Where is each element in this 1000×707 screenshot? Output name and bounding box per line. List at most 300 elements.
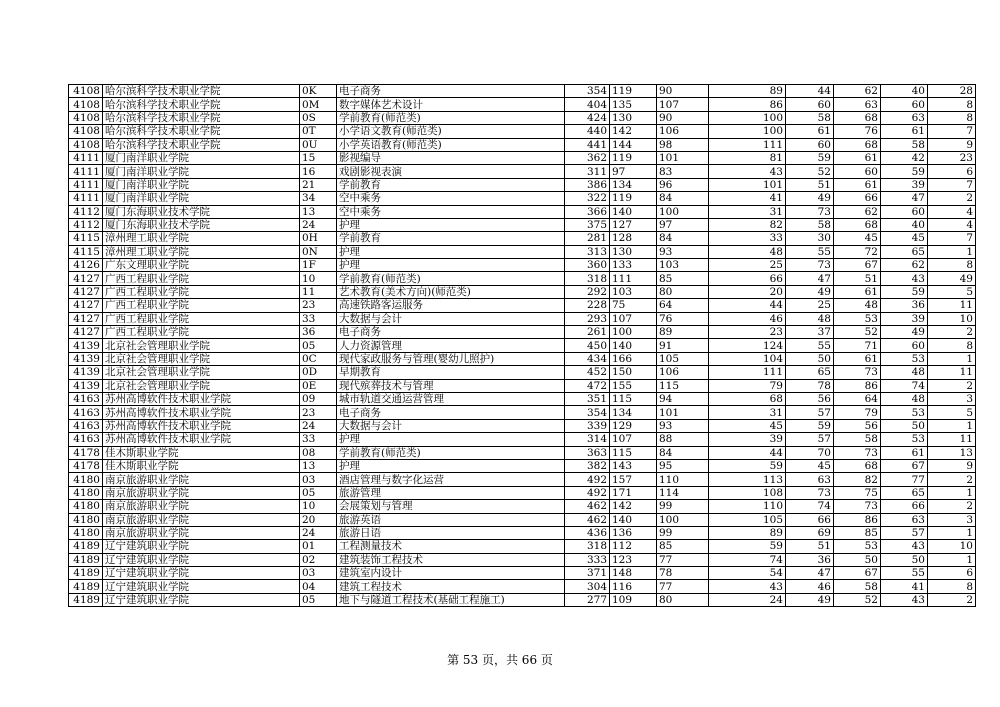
score-3-cell: 86 (709, 98, 786, 111)
score-6-cell: 61 (881, 446, 928, 459)
school-code-cell: 4115 (69, 245, 103, 258)
school-name-cell: 厦门南洋职业学院 (103, 178, 300, 191)
table-row (69, 178, 976, 191)
major-name-cell: 护理 (337, 259, 565, 272)
score-3-cell: 74 (709, 553, 786, 566)
school-code-cell: 4127 (69, 285, 103, 298)
major-code-cell: 13 (300, 459, 337, 472)
score-6-cell: 53 (881, 406, 928, 419)
score-5-cell: 61 (834, 178, 881, 191)
major-name-cell: 电子商务 (337, 406, 565, 419)
count-cell: 11 (928, 299, 976, 312)
school-code-cell: 4180 (69, 526, 103, 539)
score-4-cell: 66 (786, 513, 834, 526)
major-code-cell: 24 (300, 526, 337, 539)
score-1-cell: 171 (610, 486, 657, 499)
major-name-cell: 地下与隧道工程技术(基础工程施工) (337, 593, 565, 606)
school-code-cell: 4180 (69, 500, 103, 513)
table-row (69, 299, 976, 312)
score-1-cell: 157 (610, 473, 657, 486)
major-name-cell: 旅游日语 (337, 526, 565, 539)
score-3-cell: 105 (709, 513, 786, 526)
score-4-cell: 61 (786, 125, 834, 138)
count-cell: 2 (928, 326, 976, 339)
table-row (69, 138, 976, 151)
count-cell: 1 (928, 553, 976, 566)
major-code-cell: 0S (300, 111, 337, 124)
table-row (69, 459, 976, 472)
score-4-cell: 49 (786, 593, 834, 606)
score-5-cell: 75 (834, 486, 881, 499)
score-total-cell: 366 (565, 205, 610, 218)
school-code-cell: 4111 (69, 165, 103, 178)
score-5-cell: 68 (834, 138, 881, 151)
score-4-cell: 37 (786, 326, 834, 339)
score-3-cell: 44 (709, 446, 786, 459)
major-name-cell: 学前教育 (337, 232, 565, 245)
school-name-cell: 辽宁建筑职业学院 (103, 567, 300, 580)
school-name-cell: 厦门东海职业技术学院 (103, 218, 300, 231)
score-5-cell: 66 (834, 192, 881, 205)
school-name-cell: 辽宁建筑职业学院 (103, 553, 300, 566)
table-row (69, 366, 976, 379)
score-5-cell: 62 (834, 205, 881, 218)
score-2-cell: 78 (657, 567, 709, 580)
school-code-cell: 4178 (69, 446, 103, 459)
score-1-cell: 100 (610, 326, 657, 339)
score-5-cell: 85 (834, 526, 881, 539)
score-total-cell: 363 (565, 446, 610, 459)
score-4-cell: 51 (786, 540, 834, 553)
major-code-cell: 36 (300, 326, 337, 339)
score-6-cell: 48 (881, 392, 928, 405)
score-1-cell: 119 (610, 192, 657, 205)
school-code-cell: 4115 (69, 232, 103, 245)
score-total-cell: 386 (565, 178, 610, 191)
school-code-cell: 4163 (69, 419, 103, 432)
score-4-cell: 73 (786, 205, 834, 218)
major-code-cell: 10 (300, 272, 337, 285)
score-6-cell: 65 (881, 245, 928, 258)
score-3-cell: 43 (709, 165, 786, 178)
major-name-cell: 护理 (337, 245, 565, 258)
school-name-cell: 哈尔滨科学技术职业学院 (103, 138, 300, 151)
score-6-cell: 63 (881, 513, 928, 526)
score-6-cell: 59 (881, 285, 928, 298)
major-name-cell: 会展策划与管理 (337, 500, 565, 513)
score-3-cell: 104 (709, 352, 786, 365)
count-cell: 2 (928, 379, 976, 392)
school-name-cell: 苏州高博软件技术职业学院 (103, 419, 300, 432)
score-3-cell: 31 (709, 406, 786, 419)
score-6-cell: 39 (881, 312, 928, 325)
major-name-cell: 数字媒体艺术设计 (337, 98, 565, 111)
school-name-cell: 广西工程职业学院 (103, 299, 300, 312)
major-name-cell: 早期教育 (337, 366, 565, 379)
school-code-cell: 4108 (69, 138, 103, 151)
score-2-cell: 83 (657, 165, 709, 178)
score-table-wrapper (68, 84, 973, 607)
score-4-cell: 65 (786, 366, 834, 379)
table-row (69, 272, 976, 285)
score-3-cell: 44 (709, 299, 786, 312)
major-code-cell: 09 (300, 392, 337, 405)
major-name-cell: 艺术教育(美术方向)(师范类) (337, 285, 565, 298)
table-row (69, 379, 976, 392)
table-row (69, 165, 976, 178)
table-row (69, 85, 976, 98)
major-name-cell: 大数据与会计 (337, 312, 565, 325)
score-4-cell: 69 (786, 526, 834, 539)
score-6-cell: 59 (881, 165, 928, 178)
score-6-cell: 41 (881, 580, 928, 593)
school-name-cell: 广西工程职业学院 (103, 326, 300, 339)
major-name-cell: 空中乘务 (337, 205, 565, 218)
score-2-cell: 94 (657, 392, 709, 405)
major-code-cell: 0T (300, 125, 337, 138)
major-code-cell: 0E (300, 379, 337, 392)
score-5-cell: 52 (834, 593, 881, 606)
score-4-cell: 70 (786, 446, 834, 459)
score-5-cell: 71 (834, 339, 881, 352)
school-name-cell: 厦门南洋职业学院 (103, 151, 300, 164)
score-4-cell: 46 (786, 580, 834, 593)
school-name-cell: 南京旅游职业学院 (103, 526, 300, 539)
table-row (69, 406, 976, 419)
major-code-cell: 24 (300, 419, 337, 432)
count-cell: 3 (928, 513, 976, 526)
score-total-cell: 492 (565, 486, 610, 499)
school-name-cell: 苏州高博软件技术职业学院 (103, 433, 300, 446)
score-3-cell: 100 (709, 125, 786, 138)
score-6-cell: 67 (881, 459, 928, 472)
count-cell: 13 (928, 446, 976, 459)
score-6-cell: 43 (881, 272, 928, 285)
score-5-cell: 67 (834, 567, 881, 580)
score-1-cell: 155 (610, 379, 657, 392)
school-code-cell: 4189 (69, 580, 103, 593)
score-4-cell: 49 (786, 192, 834, 205)
score-4-cell: 60 (786, 98, 834, 111)
score-1-cell: 143 (610, 459, 657, 472)
score-1-cell: 142 (610, 500, 657, 513)
school-code-cell: 4112 (69, 205, 103, 218)
major-name-cell: 建筑工程技术 (337, 580, 565, 593)
score-4-cell: 78 (786, 379, 834, 392)
score-total-cell: 472 (565, 379, 610, 392)
count-cell: 3 (928, 392, 976, 405)
major-code-cell: 05 (300, 486, 337, 499)
count-cell: 49 (928, 272, 976, 285)
major-code-cell: 16 (300, 165, 337, 178)
page-footer: 第 53 页，共 66 页 (447, 653, 553, 667)
score-3-cell: 25 (709, 259, 786, 272)
school-code-cell: 4189 (69, 593, 103, 606)
score-1-cell: 75 (610, 299, 657, 312)
score-2-cell: 106 (657, 366, 709, 379)
school-name-cell: 北京社会管理职业学院 (103, 366, 300, 379)
school-code-cell: 4163 (69, 406, 103, 419)
score-2-cell: 115 (657, 379, 709, 392)
school-code-cell: 4108 (69, 85, 103, 98)
school-name-cell: 佳木斯职业学院 (103, 446, 300, 459)
table-row (69, 526, 976, 539)
score-5-cell: 86 (834, 513, 881, 526)
major-code-cell: 0H (300, 232, 337, 245)
score-4-cell: 58 (786, 111, 834, 124)
table-row (69, 553, 976, 566)
score-1-cell: 144 (610, 138, 657, 151)
major-name-cell: 影视编导 (337, 151, 565, 164)
count-cell: 5 (928, 406, 976, 419)
score-5-cell: 58 (834, 580, 881, 593)
score-3-cell: 100 (709, 111, 786, 124)
score-2-cell: 84 (657, 446, 709, 459)
score-5-cell: 73 (834, 366, 881, 379)
score-6-cell: 60 (881, 205, 928, 218)
score-total-cell: 492 (565, 473, 610, 486)
score-1-cell: 130 (610, 111, 657, 124)
score-3-cell: 46 (709, 312, 786, 325)
score-1-cell: 134 (610, 406, 657, 419)
score-4-cell: 55 (786, 245, 834, 258)
score-2-cell: 103 (657, 259, 709, 272)
score-4-cell: 60 (786, 138, 834, 151)
table-row (69, 205, 976, 218)
table-row (69, 125, 976, 138)
score-total-cell: 375 (565, 218, 610, 231)
score-2-cell: 88 (657, 433, 709, 446)
table-row (69, 192, 976, 205)
score-2-cell: 99 (657, 526, 709, 539)
major-code-cell: 04 (300, 580, 337, 593)
score-4-cell: 74 (786, 500, 834, 513)
score-6-cell: 57 (881, 526, 928, 539)
score-2-cell: 89 (657, 326, 709, 339)
score-2-cell: 64 (657, 299, 709, 312)
score-total-cell: 313 (565, 245, 610, 258)
score-6-cell: 74 (881, 379, 928, 392)
school-name-cell: 厦门南洋职业学院 (103, 192, 300, 205)
school-name-cell: 漳州理工职业学院 (103, 232, 300, 245)
school-code-cell: 4127 (69, 299, 103, 312)
count-cell: 4 (928, 205, 976, 218)
table-row (69, 540, 976, 553)
table-row (69, 339, 976, 352)
major-code-cell: 33 (300, 433, 337, 446)
score-1-cell: 129 (610, 419, 657, 432)
count-cell: 8 (928, 111, 976, 124)
score-3-cell: 31 (709, 205, 786, 218)
major-name-cell: 护理 (337, 218, 565, 231)
school-code-cell: 4180 (69, 486, 103, 499)
score-2-cell: 80 (657, 285, 709, 298)
major-code-cell: 0C (300, 352, 337, 365)
score-2-cell: 97 (657, 218, 709, 231)
school-name-cell: 广西工程职业学院 (103, 285, 300, 298)
table-row (69, 500, 976, 513)
score-6-cell: 48 (881, 366, 928, 379)
major-code-cell: 33 (300, 312, 337, 325)
count-cell: 28 (928, 85, 976, 98)
school-name-cell: 南京旅游职业学院 (103, 473, 300, 486)
major-name-cell: 旅游英语 (337, 513, 565, 526)
school-name-cell: 北京社会管理职业学院 (103, 379, 300, 392)
score-6-cell: 55 (881, 567, 928, 580)
table-row (69, 567, 976, 580)
score-6-cell: 53 (881, 433, 928, 446)
count-cell: 7 (928, 232, 976, 245)
score-1-cell: 97 (610, 165, 657, 178)
score-4-cell: 58 (786, 218, 834, 231)
score-total-cell: 293 (565, 312, 610, 325)
score-total-cell: 354 (565, 85, 610, 98)
score-3-cell: 89 (709, 85, 786, 98)
score-total-cell: 452 (565, 366, 610, 379)
table-row (69, 352, 976, 365)
school-name-cell: 南京旅游职业学院 (103, 500, 300, 513)
major-code-cell: 0M (300, 98, 337, 111)
score-total-cell: 404 (565, 98, 610, 111)
school-name-cell: 哈尔滨科学技术职业学院 (103, 98, 300, 111)
count-cell: 1 (928, 419, 976, 432)
score-2-cell: 101 (657, 151, 709, 164)
score-total-cell: 382 (565, 459, 610, 472)
score-3-cell: 111 (709, 138, 786, 151)
score-4-cell: 57 (786, 406, 834, 419)
school-code-cell: 4111 (69, 151, 103, 164)
major-name-cell: 学前教育(师范类) (337, 111, 565, 124)
score-1-cell: 140 (610, 339, 657, 352)
score-total-cell: 304 (565, 580, 610, 593)
score-2-cell: 99 (657, 500, 709, 513)
school-code-cell: 4108 (69, 98, 103, 111)
score-total-cell: 360 (565, 259, 610, 272)
score-6-cell: 58 (881, 138, 928, 151)
major-code-cell: 21 (300, 178, 337, 191)
score-total-cell: 462 (565, 500, 610, 513)
score-4-cell: 59 (786, 419, 834, 432)
major-code-cell: 05 (300, 339, 337, 352)
major-code-cell: 03 (300, 567, 337, 580)
score-2-cell: 95 (657, 459, 709, 472)
score-5-cell: 61 (834, 352, 881, 365)
score-6-cell: 53 (881, 352, 928, 365)
score-1-cell: 103 (610, 285, 657, 298)
score-3-cell: 54 (709, 567, 786, 580)
score-4-cell: 49 (786, 285, 834, 298)
score-2-cell: 77 (657, 580, 709, 593)
major-code-cell: 13 (300, 205, 337, 218)
score-2-cell: 98 (657, 138, 709, 151)
major-name-cell: 酒店管理与数字化运营 (337, 473, 565, 486)
score-1-cell: 150 (610, 366, 657, 379)
major-name-cell: 学前教育 (337, 178, 565, 191)
score-3-cell: 24 (709, 593, 786, 606)
score-total-cell: 434 (565, 352, 610, 365)
score-total-cell: 462 (565, 513, 610, 526)
major-name-cell: 电子商务 (337, 85, 565, 98)
score-4-cell: 73 (786, 259, 834, 272)
major-name-cell: 护理 (337, 459, 565, 472)
score-6-cell: 65 (881, 486, 928, 499)
score-1-cell: 142 (610, 125, 657, 138)
score-1-cell: 115 (610, 392, 657, 405)
school-code-cell: 4139 (69, 366, 103, 379)
school-code-cell: 4127 (69, 312, 103, 325)
count-cell: 11 (928, 433, 976, 446)
score-total-cell: 277 (565, 593, 610, 606)
school-name-cell: 广西工程职业学院 (103, 312, 300, 325)
table-row (69, 312, 976, 325)
score-2-cell: 90 (657, 111, 709, 124)
school-name-cell: 苏州高博软件技术职业学院 (103, 392, 300, 405)
score-1-cell: 128 (610, 232, 657, 245)
major-code-cell: 08 (300, 446, 337, 459)
score-1-cell: 111 (610, 272, 657, 285)
school-code-cell: 4180 (69, 473, 103, 486)
score-5-cell: 72 (834, 245, 881, 258)
school-code-cell: 4108 (69, 111, 103, 124)
major-name-cell: 人力资源管理 (337, 339, 565, 352)
score-2-cell: 84 (657, 232, 709, 245)
school-code-cell: 4108 (69, 125, 103, 138)
score-3-cell: 43 (709, 580, 786, 593)
score-1-cell: 127 (610, 218, 657, 231)
school-code-cell: 4189 (69, 553, 103, 566)
school-name-cell: 辽宁建筑职业学院 (103, 580, 300, 593)
major-code-cell: 20 (300, 513, 337, 526)
table-row (69, 473, 976, 486)
score-4-cell: 47 (786, 272, 834, 285)
score-6-cell: 40 (881, 218, 928, 231)
count-cell: 1 (928, 352, 976, 365)
score-3-cell: 124 (709, 339, 786, 352)
major-code-cell: 0D (300, 366, 337, 379)
score-5-cell: 76 (834, 125, 881, 138)
major-code-cell: 02 (300, 553, 337, 566)
major-code-cell: 23 (300, 406, 337, 419)
score-total-cell: 450 (565, 339, 610, 352)
score-total-cell: 292 (565, 285, 610, 298)
score-2-cell: 114 (657, 486, 709, 499)
score-5-cell: 62 (834, 85, 881, 98)
count-cell: 8 (928, 259, 976, 272)
score-2-cell: 96 (657, 178, 709, 191)
score-total-cell: 311 (565, 165, 610, 178)
score-5-cell: 63 (834, 98, 881, 111)
score-1-cell: 133 (610, 259, 657, 272)
score-5-cell: 50 (834, 553, 881, 566)
table-row (69, 593, 976, 606)
count-cell: 10 (928, 312, 976, 325)
score-5-cell: 64 (834, 392, 881, 405)
score-3-cell: 45 (709, 419, 786, 432)
score-3-cell: 23 (709, 326, 786, 339)
count-cell: 5 (928, 285, 976, 298)
score-4-cell: 44 (786, 85, 834, 98)
score-2-cell: 85 (657, 540, 709, 553)
score-5-cell: 68 (834, 111, 881, 124)
score-total-cell: 441 (565, 138, 610, 151)
major-code-cell: 23 (300, 299, 337, 312)
score-total-cell: 318 (565, 272, 610, 285)
school-name-cell: 辽宁建筑职业学院 (103, 593, 300, 606)
major-name-cell: 高速铁路客运服务 (337, 299, 565, 312)
score-total-cell: 318 (565, 540, 610, 553)
score-6-cell: 43 (881, 540, 928, 553)
school-name-cell: 哈尔滨科学技术职业学院 (103, 85, 300, 98)
